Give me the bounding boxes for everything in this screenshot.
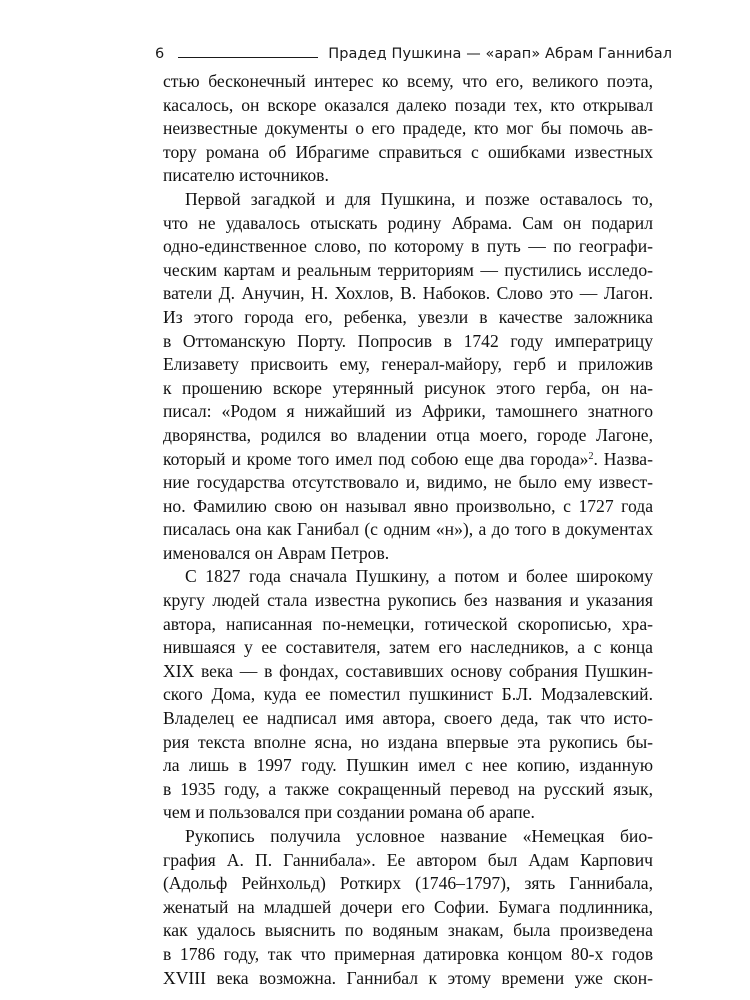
text-line: в Оттоманскую Порту. Попросив в 1742 году императрицу <box>163 330 653 351</box>
body-text <box>163 70 653 990</box>
paragraph-2 <box>163 188 653 566</box>
text-line: Первой загадкой и для Пушкина, и позже оставалось то, <box>185 188 653 209</box>
text-line: XIX века — в фондах, составивших основу собрания Пушкин- <box>163 660 653 681</box>
text-line: писалась она как Ганибал (с одним «н»), а до того в документах <box>163 519 653 540</box>
running-title: Прадед Пушкина — «арап» Абрам Ганнибал <box>328 46 673 62</box>
text-line: рия текста вполне ясна, но издана впервые эта рукопись бы- <box>163 731 653 752</box>
text-line: касалось, он вскоре оказался далеко позади тех, кто открывал <box>163 94 653 115</box>
text-line: нившаяся у ее составителя, затем его наследников, а с конца <box>163 637 653 658</box>
text-line: Из этого города его, ребенка, увезли в качестве заложника <box>163 306 653 327</box>
text-line: (Адольф Рейнхольд) Роткирх (1746–1797), зять Ганнибала, <box>163 873 653 894</box>
text-line: в 1786 году, так что примерная датировка концом 80-х годов <box>163 943 653 964</box>
text-line: чем и пользовался при создании романа об арапе. <box>163 802 535 823</box>
text-line: ла лишь в 1997 году. Пушкин имел с нее копию, изданную <box>163 755 653 776</box>
text-line: именовался он Аврам Петров. <box>163 542 390 563</box>
text-line: ватели Д. Анучин, Н. Хохлов, В. Набоков. Слово это — Лагон. <box>163 283 653 304</box>
running-header <box>155 40 673 62</box>
text-line: к прошению вскоре утерянный рисунок этого герба, он на- <box>163 377 653 398</box>
text-line: как удалось выяснить по водяным знакам, была произведена <box>163 920 653 941</box>
text-segment: который и кроме того имел под собою еще два города» <box>163 448 589 469</box>
text-line: тору романа об Ибрагиме справиться с ошибками известных <box>163 141 653 162</box>
text-line: что не удавалось отыскать родину Абрама. Сам он подарил <box>163 212 653 233</box>
header-rule <box>178 57 318 58</box>
paragraph-3 <box>163 565 653 825</box>
text-line: одно-единственное слово, по которому в путь — по географи- <box>163 236 653 257</box>
text-line: дворянства, родился во владении отца моего, городе Лагоне, <box>163 424 653 445</box>
text-line: ского Дома, куда ее поместил пушкинист Б.Л. Модзалевский. <box>163 684 653 705</box>
text-line-with-footnote <box>163 448 653 472</box>
text-line: стью бесконечный интерес ко всему, что его, великого поэта, <box>163 71 653 91</box>
text-line: женатый на младшей дочери его Софии. Бумага подлинника, <box>163 896 653 917</box>
text-line: графия А. П. Ганнибала». Ее автором был Адам Карпович <box>163 849 653 870</box>
footnote-mark[interactable]: 2 <box>588 450 594 462</box>
text-line: Рукопись получила условное название «Немецкая био- <box>185 826 653 846</box>
paragraph-4 <box>163 825 653 990</box>
text-line: XVIII века возможна. Ганнибал к этому времени уже скон- <box>163 967 653 988</box>
text-line: в 1935 году, а также сокращенный перевод на русский язык, <box>163 778 653 799</box>
text-line: Владелец ее надписал имя автора, своего деда, так что исто- <box>163 708 653 729</box>
text-line: автора, написанная по-немецки, готической скорописью, хра- <box>163 613 653 634</box>
text-line: писал: «Родом я нижайший из Африки, тамошнего знатного <box>163 401 653 422</box>
text-line: Елизавету присвоить ему, генерал-майору, герб и приложив <box>163 354 653 375</box>
text-line: ние государства отсутствовало и, видимо, не было ему извест- <box>163 472 653 493</box>
text-line: ческим картам и реальным территориям — пустились исследо- <box>163 259 653 280</box>
text-segment: . Назва- <box>593 448 653 469</box>
text-line: писателю источников. <box>163 165 329 186</box>
text-line: но. Фамилию свою он называл явно произвольно, с 1727 года <box>163 495 653 516</box>
text-line: С 1827 года сначала Пушкину, а потом и более широкому <box>185 566 653 587</box>
text-line: кругу людей стала известна рукопись без названия и указания <box>163 590 653 611</box>
text-line: неизвестные документы о его прадеде, кто мог бы помочь ав- <box>163 118 653 139</box>
page-number: 6 <box>155 46 165 62</box>
paragraph-1 <box>163 70 653 188</box>
